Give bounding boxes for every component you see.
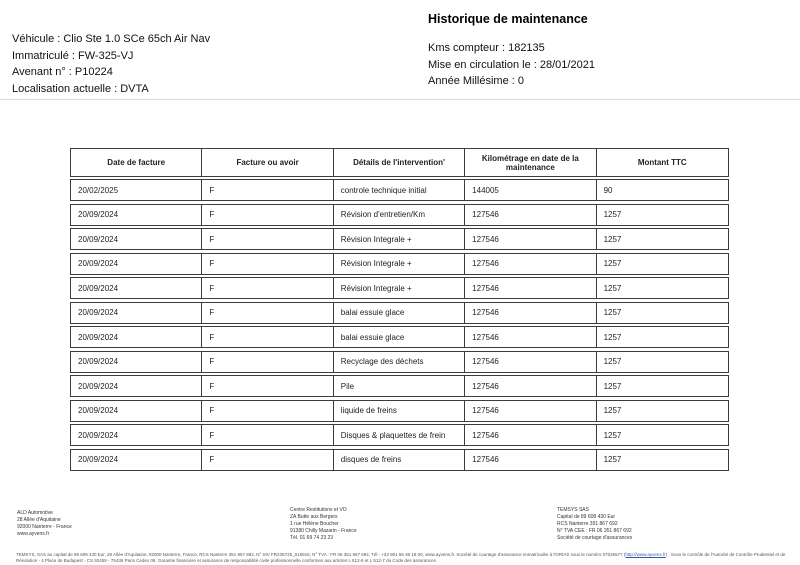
table-cell: 20/09/2024 <box>71 450 202 470</box>
table-cell: 1257 <box>603 234 622 244</box>
table-cell: 1257 <box>603 381 622 391</box>
table-cell: 127546 <box>465 229 596 249</box>
table-cell: liquide de freins <box>334 401 465 421</box>
table-cell: 20/02/2025 <box>71 180 202 200</box>
table-cell: F <box>202 205 333 225</box>
legal-text <box>16 552 788 563</box>
table-cell: F <box>202 376 333 396</box>
table-cell: F <box>202 254 333 274</box>
table-row <box>70 424 729 446</box>
table-cell: 20/09/2024 <box>71 229 202 249</box>
legal-text-part1: TEMSYS, SAS au capital de 89 608 430 Eur, 28 Allée d'Aquitaine, 92000 Nanterre, France, RCS Nanterre 351 867 692, N° SIV FR235725_015918, N° TVA : FR 06 351 867 692, Tél : +33 901 56 36 18 00, www.ayvens.fr. Société de courtage d'assurance immatriculée à l'ORIAS sous le numéro 07026577 ( <box>16 552 626 557</box>
table-cell: 1257 <box>603 259 622 268</box>
vehicle-meta-line: Année Millésime : 0 <box>428 75 524 87</box>
table-cell: 1257 <box>603 210 622 219</box>
footer-temsys-address <box>557 507 632 542</box>
table-cell: Révision Integrale + <box>334 278 465 298</box>
table-row <box>70 351 729 373</box>
page-title: Historique de maintenance <box>428 12 588 26</box>
table-row <box>70 228 729 250</box>
table-row <box>70 302 729 324</box>
table-column-header: Détails de l'intervention' <box>334 149 465 176</box>
table-cell: balai essuie glace <box>334 303 465 323</box>
table-cell: 1257 <box>603 430 622 440</box>
table-cell: controle technique initial <box>334 180 465 200</box>
maintenance-table <box>70 148 729 473</box>
table-column-header: Kilométrage en date de la maintenance <box>465 149 596 176</box>
table-cell: Révision Integrale + <box>334 254 465 274</box>
table-cell: 1257 <box>603 283 622 293</box>
vehicle-info-line: Localisation actuelle : DVTA <box>12 82 149 95</box>
vehicle-info-line: Véhicule : Clio Ste 1.0 SCe 65ch Air Nav <box>12 33 211 45</box>
footer-line: 92000 Nanterre - France <box>17 524 72 530</box>
table-cell: 127546 <box>465 205 596 225</box>
table-cell: F <box>202 327 333 347</box>
table-row <box>70 253 729 275</box>
table-row <box>70 449 729 471</box>
table-cell: F <box>202 303 333 323</box>
footer-ald-address <box>17 510 72 538</box>
table-cell: 90 <box>603 185 613 195</box>
table-cell: F <box>202 401 333 421</box>
table-cell: 127546 <box>465 327 596 347</box>
table-cell: 20/09/2024 <box>71 205 202 225</box>
table-column-header: Date de facture <box>71 149 202 176</box>
table-cell: 127546 <box>465 401 596 421</box>
table-cell: 144005 <box>465 180 596 200</box>
header-divider <box>0 99 800 100</box>
table-cell: 20/09/2024 <box>71 327 202 347</box>
footer-line: Société de courtage d'assurances <box>557 535 633 541</box>
footer-line: 1 rue Hélène Boucher <box>290 521 339 527</box>
footer-line: TEMSYS SAS <box>557 507 589 513</box>
table-cell: 20/09/2024 <box>71 278 202 298</box>
table-cell: 20/09/2024 <box>71 425 202 445</box>
table-row <box>70 400 729 422</box>
legal-orias-link[interactable]: http://www.ayvens.fr <box>625 552 666 557</box>
table-column-header: Facture ou avoir <box>202 149 333 176</box>
table-cell: balai essuie glace <box>334 327 465 347</box>
footer-line: N° TVA CEE : FR 06 351 867 692 <box>557 528 632 534</box>
table-cell: 1257 <box>603 332 622 342</box>
table-cell: 20/09/2024 <box>71 303 202 323</box>
table-cell: 127546 <box>465 450 596 470</box>
table-cell: 1257 <box>603 357 622 366</box>
table-cell: 127546 <box>465 352 596 372</box>
maintenance-table-header <box>70 148 729 177</box>
maintenance-table-body <box>70 179 729 471</box>
table-cell: 20/09/2024 <box>71 376 202 396</box>
footer-line: 91380 Chilly Mazarin - France <box>290 528 357 534</box>
table-cell: 1257 <box>603 308 622 317</box>
table-cell: 20/09/2024 <box>71 254 202 274</box>
table-cell: 20/09/2024 <box>71 401 202 421</box>
table-cell: Révision Integrale + <box>334 229 465 249</box>
table-cell: Recyclage des déchets <box>334 352 465 372</box>
table-cell: F <box>202 278 333 298</box>
table-cell: Révision d'entretien/Km <box>334 205 465 225</box>
vehicle-info-line: Immatriculé : FW-325-VJ <box>12 49 134 62</box>
table-cell: 1257 <box>603 406 622 415</box>
table-cell: F <box>202 425 333 445</box>
table-cell: 20/09/2024 <box>71 352 202 372</box>
table-cell: Pile <box>334 376 465 396</box>
table-row <box>70 326 729 348</box>
table-row <box>70 375 729 397</box>
document-header <box>428 12 595 90</box>
table-cell: Disques & plaquettes de frein <box>334 425 465 445</box>
legal-text-part2: ) . Sous le contrôle de l'Autorité de Contrôle Prudentiel et de Résolution - 4 Place de Budapest - CS 92459 - 75436 Paris Cedex 09. Garantie financière et assurance de responsabilité civile professionnelle conformes aux articles L 512-6 et L 512-7 du Code des assurances. <box>16 552 786 563</box>
footer-line: 28 Allée d'Aquitaine <box>17 517 61 523</box>
table-cell: F <box>202 450 333 470</box>
footer-line: Tél. 01 69 74 23 23 <box>290 535 334 541</box>
table-cell: 127546 <box>465 278 596 298</box>
table-cell: F <box>202 352 333 372</box>
vehicle-meta-block <box>428 40 595 90</box>
footer-line: ALD Automotive <box>17 510 53 516</box>
vehicle-meta-line: Mise en circulation le : 28/01/2021 <box>428 58 595 71</box>
table-row <box>70 204 729 226</box>
table-cell: F <box>202 229 333 249</box>
vehicle-info-block <box>12 31 210 97</box>
table-cell: disques de freins <box>334 450 465 470</box>
footer-line: Capital de 89 608 430 Eur <box>557 514 616 520</box>
table-row <box>70 179 729 201</box>
table-row <box>70 277 729 299</box>
table-column-header: Montant TTC <box>637 158 687 167</box>
table-cell: 1257 <box>603 455 622 464</box>
table-cell: 127546 <box>465 303 596 323</box>
vehicle-info-line: Avenant n° : P10224 <box>12 66 113 78</box>
footer-line: RCS Nanterre 351 867 692 <box>557 521 618 527</box>
vehicle-meta-line: Kms compteur : 182135 <box>428 42 545 54</box>
table-cell: 127546 <box>465 376 596 396</box>
table-cell: F <box>202 180 333 200</box>
footer-restitution-address <box>290 507 357 542</box>
table-cell: 127546 <box>465 425 596 445</box>
footer-line: Centre Restitutions et VO <box>290 507 347 513</box>
footer-line: www.ayvens.fr <box>17 531 50 537</box>
table-cell: 127546 <box>465 254 596 274</box>
footer-line: ZA Butte aux Bergers <box>290 514 338 520</box>
